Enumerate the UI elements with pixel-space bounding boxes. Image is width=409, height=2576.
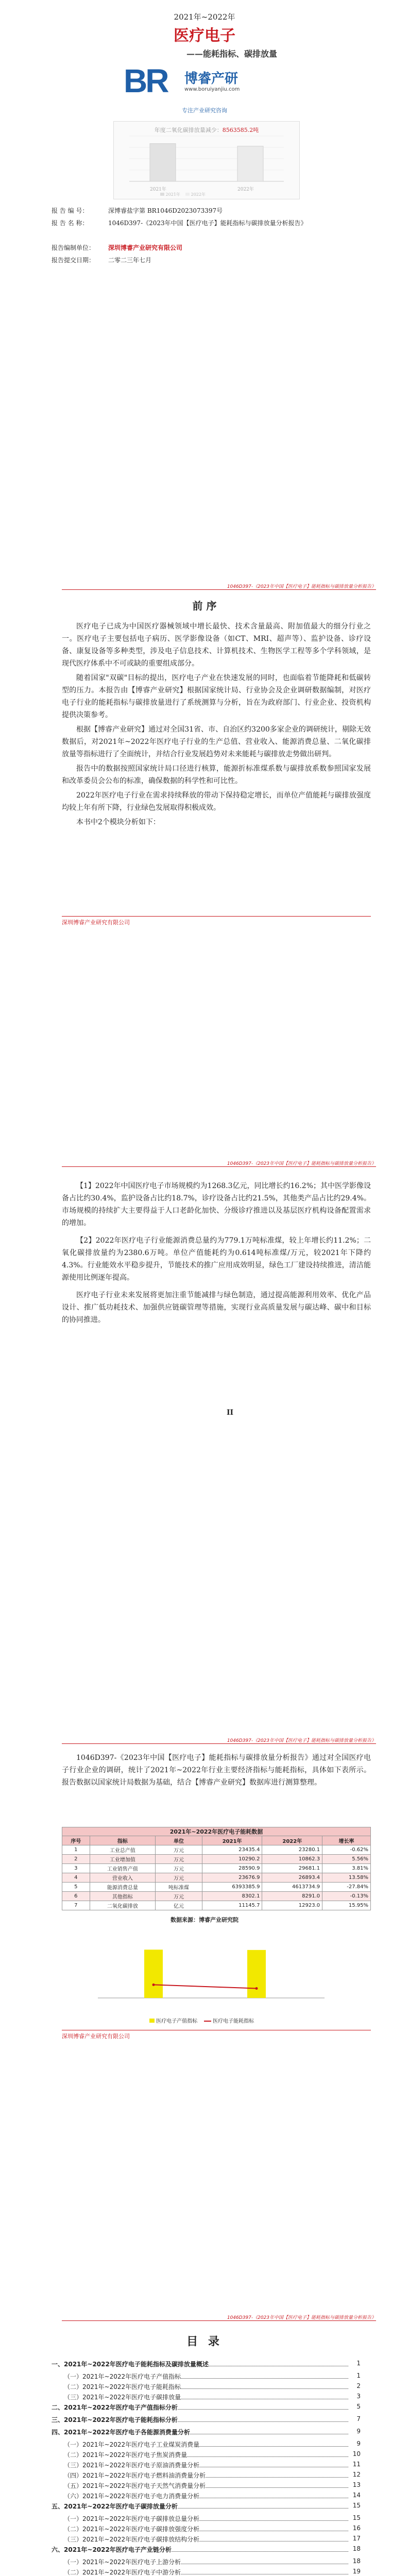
legend-swatch-output: [149, 2019, 155, 2023]
toc-item-label: 三、2021年~2022年医疗电子能耗指标分析: [52, 2416, 178, 2424]
table-cell: 13.58%: [322, 1873, 371, 1883]
toc-page-number: 13: [352, 2481, 361, 2488]
toc-item[interactable]: [64, 2450, 361, 2460]
toc-page-number: 5: [356, 2403, 361, 2410]
toc-item[interactable]: [64, 2393, 361, 2402]
page-header: 1046D397-《2023年中国【医疗电子】能耗指标与碳排放量分析报告》: [227, 1738, 376, 1743]
preface-paragraph: 本书中2个模块分析如下：: [76, 818, 160, 826]
toc-item-label: （二）2021年~2022年医疗电子焦炭消费量: [64, 2451, 188, 2459]
output-bar: [144, 1950, 163, 1998]
col-header: 序号: [62, 1836, 90, 1845]
info-label-org: 报告编制单位：: [52, 244, 95, 251]
toc-item-label: 二、2021年~2022年医疗电子产值指标分析: [52, 2404, 178, 2411]
toc-page-number: 15: [352, 2514, 361, 2521]
table-cell: 11145.7: [202, 1901, 262, 1910]
toc-page-number: 17: [352, 2535, 361, 2542]
header-rule: [62, 589, 376, 590]
table-cell: 万元: [156, 1892, 202, 1901]
page-footer: 深圳博睿产业研究有限公司: [62, 919, 130, 926]
toc-item-label: 一、2021年~2022年医疗电子能耗指标及碳排放量概述: [52, 2361, 209, 2368]
toc-item-label: （二）2021年~2022年医疗电子碳排放强度分析: [64, 2526, 200, 2533]
info-label-name: 报 告 名 称：: [52, 219, 89, 227]
toc-item[interactable]: [64, 2382, 361, 2392]
cover-bar: [237, 146, 263, 181]
table-cell: 万元: [156, 1845, 202, 1855]
toc-page: [0, 2308, 409, 2576]
table-cell: 6: [62, 1892, 90, 1901]
table-cell: 万元: [156, 1873, 202, 1883]
toc-page-number: 11: [352, 2461, 361, 2468]
table-cell: 26893.4: [262, 1873, 322, 1883]
table-cell: 12923.0: [262, 1901, 322, 1910]
table-cell: 能源消费总量: [90, 1883, 156, 1892]
table-row: [62, 1901, 371, 1910]
data-table-wrap: [62, 1827, 371, 1910]
table-cell: 23280.1: [262, 1845, 322, 1855]
toc-item-label: （二）2021年~2022年医疗电子能耗指标: [64, 2383, 181, 2391]
table-cell: 工业总产值: [90, 1845, 156, 1855]
toc-item[interactable]: [52, 2502, 361, 2511]
col-header: 2021年: [202, 1836, 262, 1845]
cover-legend-2: 2022年: [191, 192, 206, 197]
market-paragraph: 【1】2022年中国医疗电子市场规模约为1268.3亿元，同比增长约16.2%；其中医学影像设备占比约30.4%，监护设备占比约18.7%，诊疗设备占比约21.5%，其他类产品占比约29.4%。市场规模的持续扩大主要得益于人口老龄化加快、分级诊疗推进以及基层医疗机构设备配置需求的增加。: [62, 1182, 371, 1227]
table-cell: 5.56%: [322, 1855, 371, 1864]
info-value-org: 深圳博睿产业研究有限公司: [108, 244, 183, 251]
toc-item[interactable]: [64, 2535, 361, 2544]
output-bar: [247, 1950, 266, 1998]
table-cell: 3: [62, 1864, 90, 1873]
toc-item-label: （五）2021年~2022年医疗电子天然气消费量分析: [64, 2482, 206, 2489]
preface-body: [62, 620, 371, 831]
cover-years: 2021年~2022年: [174, 12, 235, 22]
toc-item-label: （四）2021年~2022年医疗电子燃料油消费量分析: [64, 2472, 206, 2479]
toc-page-number: 18: [352, 2557, 361, 2565]
toc-item[interactable]: [64, 2568, 361, 2576]
table-cell: 8291.0: [262, 1892, 322, 1901]
toc-item[interactable]: [52, 2415, 361, 2425]
page-header: 1046D397-《2023年中国【医疗电子】能耗指标与碳排放量分析报告》: [227, 584, 376, 589]
info-value-name: 1046D397-《2023年中国【医疗电子】能耗指标与碳排放量分析报告》: [108, 219, 307, 227]
energy-chart: [77, 1926, 335, 2013]
table-row: [62, 1845, 371, 1855]
toc-item[interactable]: [52, 2545, 361, 2554]
cover-legend-1: 2021年: [165, 192, 180, 197]
toc-page-number: 1: [356, 2372, 361, 2379]
toc-page-number: 3: [356, 2393, 361, 2400]
table-row: [62, 1873, 371, 1883]
toc-page-number: 19: [352, 2568, 361, 2575]
toc-item[interactable]: [64, 2471, 361, 2480]
header-rule: [62, 1166, 376, 1167]
footer-rule: [62, 916, 371, 917]
toc-item-label: （二）2021年~2022年医疗电子中游分析: [64, 2569, 181, 2576]
col-header: 单位: [156, 1836, 202, 1845]
table-cell: 23676.9: [202, 1873, 262, 1883]
toc-page-number: 15: [352, 2502, 361, 2509]
table-cell: 1: [62, 1845, 90, 1855]
table-cell: 7: [62, 1901, 90, 1910]
energy-point: [152, 1984, 155, 1986]
info-value-date: 二零二三年七月: [108, 257, 152, 264]
toc-item[interactable]: [64, 2524, 361, 2534]
table-cell: 万元: [156, 1864, 202, 1873]
page-footer: 深圳博睿产业研究有限公司: [62, 2033, 130, 2040]
table-title: 2021年~2022年医疗电子能耗数据: [62, 1827, 371, 1836]
info-label-date: 报告提交日期：: [52, 257, 95, 264]
table-header-row: [62, 1836, 371, 1845]
table-cell: 2: [62, 1855, 90, 1864]
cover-xlabel-1: 2021年: [150, 187, 166, 192]
preface-title: 前 序: [192, 600, 217, 612]
toc-item-label: （一）2021年~2022年医疗电子产值指标: [64, 2373, 181, 2380]
page-header: 1046D397-《2023年中国【医疗电子】能耗指标与碳排放量分析报告》: [227, 1161, 376, 1166]
table-cell: 亿元: [156, 1901, 202, 1910]
toc-item-label: （一）2021年~2022年医疗电子工业煤炭消费量: [64, 2441, 200, 2448]
table-cell: 29681.1: [262, 1864, 322, 1873]
header-rule: [62, 2320, 376, 2321]
table-cell: 10862.3: [262, 1855, 322, 1864]
table-cell: 15.95%: [322, 1901, 371, 1910]
table-cell: 营业收入: [90, 1873, 156, 1883]
toc-item-label: 五、2021年~2022年医疗电子碳排放量分析: [52, 2503, 178, 2510]
table-cell: -0.62%: [322, 1845, 371, 1855]
legend-swatch-energy: [204, 2021, 211, 2022]
table-cell: 5: [62, 1883, 90, 1892]
table-cell: 万元: [156, 1855, 202, 1864]
toc-item-label: （三）2021年~2022年医疗电子碳排放结构分析: [64, 2536, 200, 2543]
toc-list: [52, 2360, 361, 2576]
toc-page-number: 14: [352, 2492, 361, 2499]
toc-item-label: （一）2021年~2022年医疗电子碳排放总量分析: [64, 2515, 200, 2522]
table-cell: 4: [62, 1873, 90, 1883]
cover-chart-value: 8563585.2吨: [222, 127, 259, 133]
data-intro: 1046D397-《2023年中国【医疗电子】能耗指标与碳排放量分析报告》通过对全国医疗电子行业企业的调研，统计了2021年~2022年行业主要经济指标与能耗指标，具体如下表所示。报告数据以国家统计局数据为基础，结合【博睿产业研究】数据库进行测算整理。: [62, 1754, 371, 1787]
table-cell: 4613734.9: [262, 1883, 322, 1892]
table-cell: 3.81%: [322, 1864, 371, 1873]
brand-logo: [124, 62, 288, 103]
table-row: [62, 1864, 371, 1873]
legend-output: 医疗电子产值指标: [156, 2019, 198, 2024]
table-cell: 工业销售产值: [90, 1864, 156, 1873]
info-label-number: 报 告 编 号：: [52, 207, 89, 214]
toc-page-number: 9: [356, 2440, 361, 2447]
market-paragraph: 【2】2022年医疗电子行业能源消费总量约为779.1万吨标准煤，较上年增长约11.2%；二氧化碳排放量约为2380.6万吨。单位产值能耗约为0.614吨标准煤/万元，较2021年下降约4.3%。行业能效水平稳步提升，节能技术的推广应用成效明显，绿色工厂建设持续推进，清洁能源使用比例逐年提高。: [62, 1236, 371, 1282]
toc-page-number: 7: [356, 2415, 361, 2422]
preface-paragraph: 根据【博睿产业研究】通过对全国31省、市、自治区约3200多家企业的调研统计，剔除无效数据后，对2021年~2022年医疗电子行业的生产总值、营业收入、能源消费总量、二氧化碳排放量等指标进行了全面统计，并结合行业发展趋势对未来能耗与碳排放走势做出研判。: [62, 725, 371, 758]
cover-bar: [150, 144, 176, 181]
table-cell: 二氧化碳排放: [90, 1901, 156, 1910]
chart-source: 数据来源：博睿产业研究院: [171, 1917, 238, 1923]
header-rule: [62, 1743, 376, 1744]
toc-item-label: （六）2021年~2022年医疗电子电力消费量分析: [64, 2493, 200, 2500]
toc-item[interactable]: [64, 2557, 361, 2567]
table-cell: 8302.1: [202, 1892, 262, 1901]
table-row: [62, 1855, 371, 1864]
col-header: 2022年: [262, 1836, 322, 1845]
cover-chart: [113, 121, 300, 199]
market-page: [0, 1154, 409, 1731]
toc-page-number: 16: [352, 2524, 361, 2532]
toc-item[interactable]: [52, 2403, 361, 2412]
table-row: [62, 1892, 371, 1901]
energy-line: [154, 1985, 257, 1988]
data-page: [0, 1731, 409, 2308]
toc-item[interactable]: [64, 2372, 361, 2381]
toc-item[interactable]: [64, 2440, 361, 2449]
preface-paragraph: 随着国家"双碳"目标的提出，医疗电子产业在快速发展的同时，也面临着节能降耗和低碳转型的压力。本报告由【博睿产业研究】根据国家统计局、行业协会及企业调研数据编制，对医疗电子行业的能耗指标与碳排放量进行了系统测算与分析，旨在为政府部门、行业企业、投资机构提供决策参考。: [62, 674, 371, 719]
market-body: [62, 1180, 371, 1331]
table-cell: 6393385.9: [202, 1883, 262, 1892]
table-cell: -0.13%: [322, 1892, 371, 1901]
logo-tag: 专注产业研究咨询: [182, 107, 227, 114]
table-row: [62, 1883, 371, 1892]
toc-item[interactable]: [64, 2461, 361, 2470]
table-cell: 28590.9: [202, 1864, 262, 1873]
toc-page-number: 12: [352, 2471, 361, 2478]
col-header: 指标: [90, 1836, 156, 1845]
section-end-mark: II: [227, 1409, 234, 1417]
toc-page-number: 2: [356, 2382, 361, 2389]
table-cell: 23435.4: [202, 1845, 262, 1855]
toc-item[interactable]: [64, 2514, 361, 2523]
energy-chart-legend: [149, 2016, 254, 2024]
toc-page-number: 9: [356, 2428, 361, 2435]
logo-letters: BR: [124, 62, 167, 99]
toc-item-label: （一）2021年~2022年医疗电子上游分析: [64, 2558, 181, 2566]
cover-page: [0, 0, 409, 577]
cover-subtitle: ——能耗指标、碳排放量: [186, 49, 277, 59]
table-cell: -27.84%: [322, 1883, 371, 1892]
col-header: 增长率: [322, 1836, 371, 1845]
toc-item-label: （三）2021年~2022年医疗电子碳排放量: [64, 2394, 181, 2401]
cover-chart-note: 年度二氧化碳排放量减少：: [154, 127, 223, 133]
toc-item[interactable]: [52, 2360, 361, 2369]
preface-page: [0, 577, 409, 1154]
toc-item-label: 六、2021年~2022年医疗电子产业链分析: [52, 2546, 172, 2553]
energy-table: [62, 1836, 371, 1910]
preface-paragraph: 报告中的数据按照国家统计局口径进行核算，能源折标准煤系数与碳排放系数参照国家发展和改革委员会公布的标准，确保数据的科学性和可比性。: [62, 765, 371, 785]
preface-paragraph: 医疗电子已成为中国医疗器械领域中增长最快、技术含量最高、附加值最大的细分行业之一。医疗电子主要包括电子病历、医学影像设备（如CT、MRI、超声等）、监护设备、诊疗设备、康复设备等多种类型，涉及电子信息技术、计算机技术、生物医学工程等多个学科领域，是现代医疗体系中不可或缺的重要组成部分。: [62, 622, 371, 668]
cover-legend: [160, 192, 206, 197]
info-value-number: 深博睿盐字第 BR1046D2023073397号: [108, 207, 223, 214]
toc-item-label: 四、2021年~2022年医疗电子各能源消费量分析: [52, 2429, 190, 2436]
logo-url: www.boruiyanjiu.com: [184, 87, 240, 92]
toc-page-number: 1: [356, 2360, 361, 2367]
table-cell: 其他指标: [90, 1892, 156, 1901]
page-header: 1046D397-《2023年中国【医疗电子】能耗指标与碳排放量分析报告》: [227, 2315, 376, 2320]
toc-item-label: （三）2021年~2022年医疗电子原油消费量分析: [64, 2462, 200, 2469]
cover-chart-svg: [114, 122, 299, 199]
legend-energy: 医疗电子能耗指标: [213, 2019, 254, 2024]
toc-page-number: 18: [352, 2545, 361, 2552]
table-cell: 10290.2: [202, 1855, 262, 1864]
logo-cn: 博睿产研: [184, 71, 238, 87]
toc-item[interactable]: [64, 2492, 361, 2501]
table-cell: 工业增加值: [90, 1855, 156, 1864]
toc-item[interactable]: [52, 2428, 361, 2437]
cover-xlabel-2: 2022年: [237, 187, 254, 192]
market-paragraph: 医疗电子行业未来发展将更加注重节能减排与绿色制造，通过提高能源利用效率、优化产品设计、推广低功耗技术、加强供应链碳管理等措施，实现行业高质量发展与碳达峰、碳中和目标的协同推进。: [62, 1291, 371, 1324]
toc-item[interactable]: [64, 2481, 361, 2490]
energy-point: [255, 1987, 258, 1990]
preface-paragraph: 2022年医疗电子行业在需求持续释放的带动下保持稳定增长，而单位产值能耗与碳排放强度均较上年有所下降，行业绿色发展取得积极成效。: [62, 791, 371, 812]
table-cell: 吨标准煤: [156, 1883, 202, 1892]
toc-title: 目 录: [186, 2335, 223, 2348]
cover-title: 医疗电子: [174, 27, 235, 45]
toc-page-number: 10: [352, 2450, 361, 2458]
